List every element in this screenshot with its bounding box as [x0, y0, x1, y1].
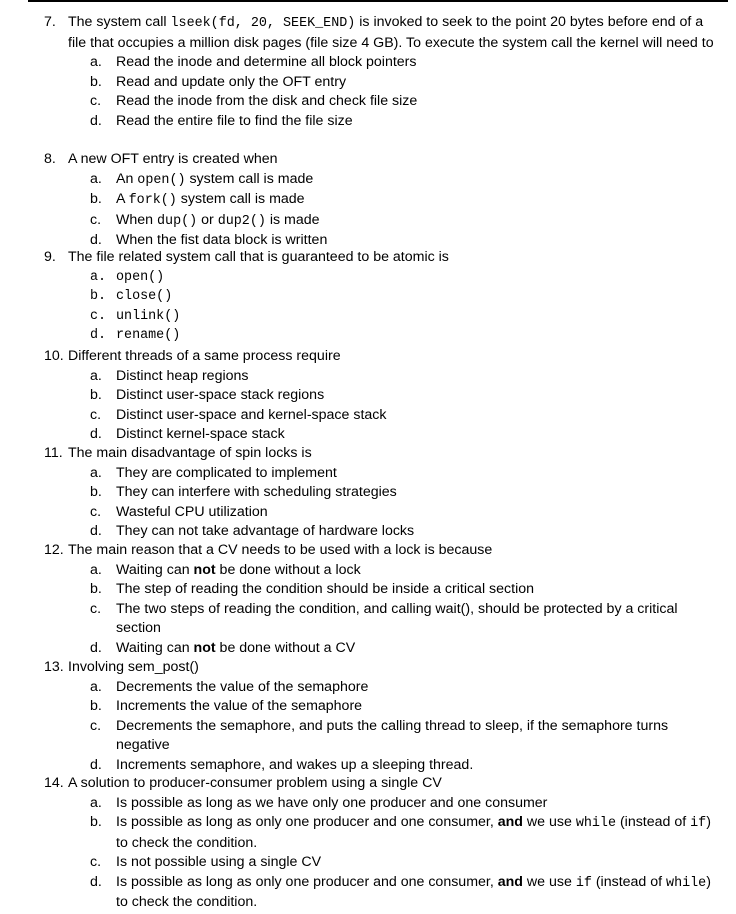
option-c: c. unlink()	[90, 308, 181, 324]
option-c: c. Decrements the semaphore, and puts the calling thread to sleep, if the semaphore turns negative	[90, 717, 669, 753]
question-number: 14.	[44, 775, 64, 791]
option-a: a. Read the inode and determine all block pointers	[90, 54, 417, 70]
option-b: b. They can interfere with scheduling strategies	[90, 484, 397, 500]
question-12	[0, 541, 736, 658]
option-d: d. Is possible as long as only one producer and one consumer, and we use if (instead of while) to check the condition.	[90, 873, 711, 910]
option-b: b. Is possible as long as only one producer and one consumer, and we use while (instead of if) to check the condition.	[90, 814, 711, 851]
option-a: a. Is possible as long as we have only one producer and one consumer	[90, 794, 548, 811]
option-a: a. Distinct heap regions	[90, 367, 249, 384]
option-d: d. Distinct kernel-space stack	[90, 426, 285, 442]
question-text: Different threads of a same process require	[68, 348, 341, 364]
option-c: c. When dup() or dup2() is made	[90, 211, 320, 229]
option-c: c. Wasteful CPU utilization	[90, 503, 268, 520]
question-number: 13.	[44, 659, 64, 675]
question-14	[0, 774, 736, 913]
top-rule	[28, 0, 728, 2]
question-number: 9.	[44, 249, 56, 265]
option-c: c. The two steps of reading the condition, and calling wait(), should be protected by a critical section	[90, 600, 678, 636]
option-b: b. Read and update only the OFT entry	[90, 73, 347, 90]
option-d: d. rename()	[90, 328, 181, 343]
option-d: d. Read the entire file to find the file size	[90, 112, 353, 129]
question-text: The main disadvantage of spin locks is	[68, 445, 312, 461]
lseek-code: lseek(fd, 20, SEEK_END)	[170, 16, 356, 31]
option-d: d. When the fist data block is written	[90, 232, 328, 248]
option-a: a. open()	[90, 269, 165, 285]
option-b: b. close()	[90, 289, 173, 304]
question-7	[0, 13, 736, 131]
option-b: b. Increments the value of the semaphore	[90, 698, 363, 714]
question-text: The main reason that a CV needs to be used with a lock is because	[68, 542, 493, 558]
question-8	[0, 150, 736, 251]
question-number: 11.	[44, 445, 63, 461]
question-text: The system call lseek(fd, 20, SEEK_END) is invoked to seek to the point 20 bytes before end of a file that occupies a million disk pages (file size 4 GB). To execute the system call the kernel will need to	[68, 14, 714, 51]
question-text: A new OFT entry is created when	[68, 151, 278, 167]
question-number: 10.	[44, 348, 64, 364]
question-9	[0, 248, 736, 346]
option-b: b. Distinct user-space stack regions	[90, 387, 325, 403]
option-a: a. They are complicated to implement	[90, 464, 337, 481]
option-a: a. Waiting can not be done without a lock	[90, 561, 361, 578]
option-a: a. Decrements the value of the semaphore	[90, 678, 369, 695]
option-d: d. They can not take advantage of hardware locks	[90, 523, 415, 539]
question-text: The file related system call that is guaranteed to be atomic is	[68, 249, 449, 265]
question-text: A solution to producer-consumer problem using a single CV	[68, 775, 442, 791]
option-b: b. A fork() system call is made	[90, 191, 305, 208]
question-11	[0, 444, 736, 542]
question-number: 8.	[44, 151, 56, 167]
option-c: c. Read the inode from the disk and check file size	[90, 93, 418, 109]
option-c: c. Is not possible using a single CV	[90, 854, 322, 870]
option-b: b. The step of reading the condition should be inside a critical section	[90, 581, 534, 597]
question-number: 7.	[44, 14, 56, 30]
question-number: 12.	[44, 542, 64, 558]
option-a: a. An open() system call is made	[90, 170, 314, 188]
question-13	[0, 658, 736, 775]
question-10	[0, 347, 736, 445]
question-text: Involving sem_post()	[68, 659, 199, 675]
option-d: d. Increments semaphore, and wakes up a sleeping thread.	[90, 756, 474, 773]
option-c: c. Distinct user-space and kernel-space stack	[90, 406, 387, 423]
option-d: d. Waiting can not be done without a CV	[90, 639, 356, 656]
